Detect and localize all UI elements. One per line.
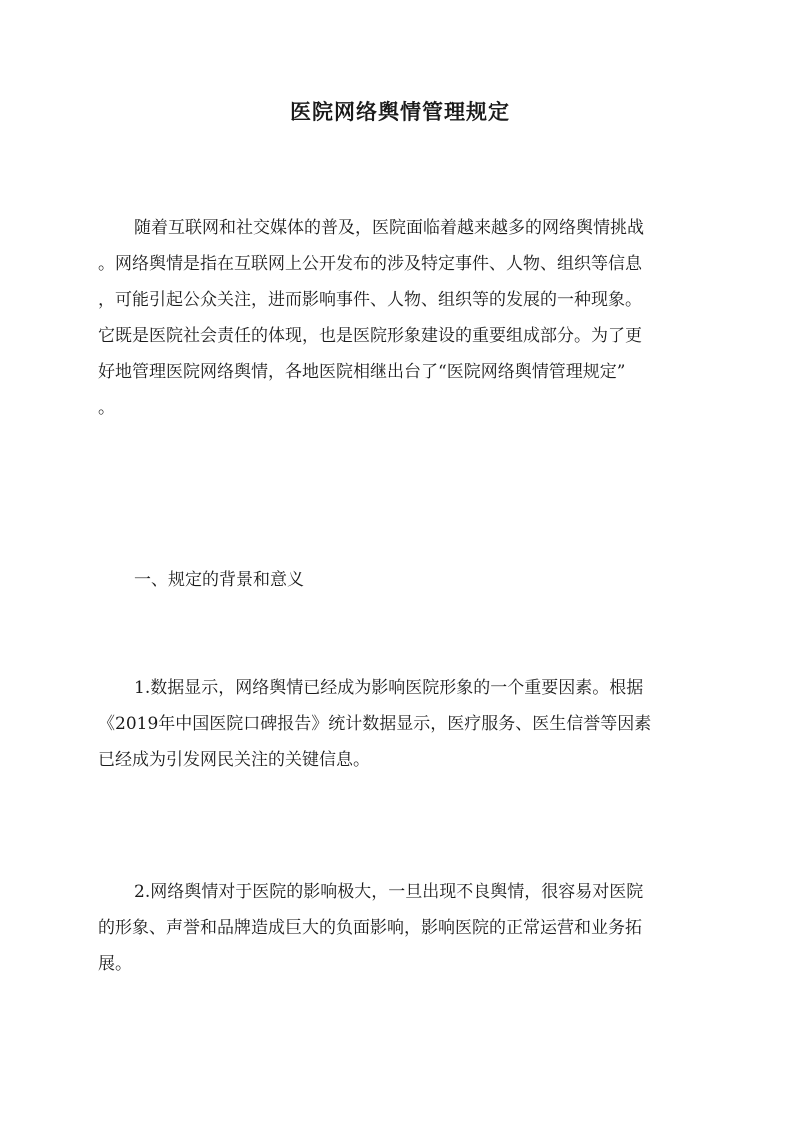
point-2-paragraph	[98, 874, 708, 982]
document-title: 医院网络舆情管理规定	[290, 99, 510, 124]
intro-line: 。	[98, 398, 115, 418]
point-1-line: 已经成为引发网民关注的关键信息。	[98, 750, 370, 770]
intro-line: 随着互联网和社交媒体的普及，医院面临着越来越多的网络舆情挑战	[134, 218, 644, 238]
intro-paragraph	[98, 210, 708, 426]
point-1-line: 《2019年中国医院口碑报告》统计数据显示，医疗服务、医生信誉等因素	[98, 714, 652, 734]
intro-line: 。网络舆情是指在互联网上公开发布的涉及特定事件、人物、组织等信息	[98, 254, 642, 274]
section-heading: 一、规定的背景和意义	[134, 570, 304, 590]
point-1-paragraph	[98, 670, 708, 778]
intro-line: ，可能引起公众关注，进而影响事件、人物、组织等的发展的一种现象。	[98, 290, 642, 310]
point-2-line: 的形象、声誉和品牌造成巨大的负面影响，影响医院的正常运营和业务拓	[98, 918, 642, 938]
point-1-line: 1.数据显示，网络舆情已经成为影响医院形象的一个重要因素。根据	[134, 678, 644, 698]
point-2-line: 展。	[98, 954, 132, 974]
intro-line: 好地管理医院网络舆情，各地医院相继出台了“医院网络舆情管理规定”	[98, 362, 626, 382]
intro-line: 它既是医院社会责任的体现，也是医院形象建设的重要组成部分。为了更	[98, 326, 642, 346]
point-2-line: 2.网络舆情对于医院的影响极大，一旦出现不良舆情，很容易对医院	[134, 882, 644, 902]
